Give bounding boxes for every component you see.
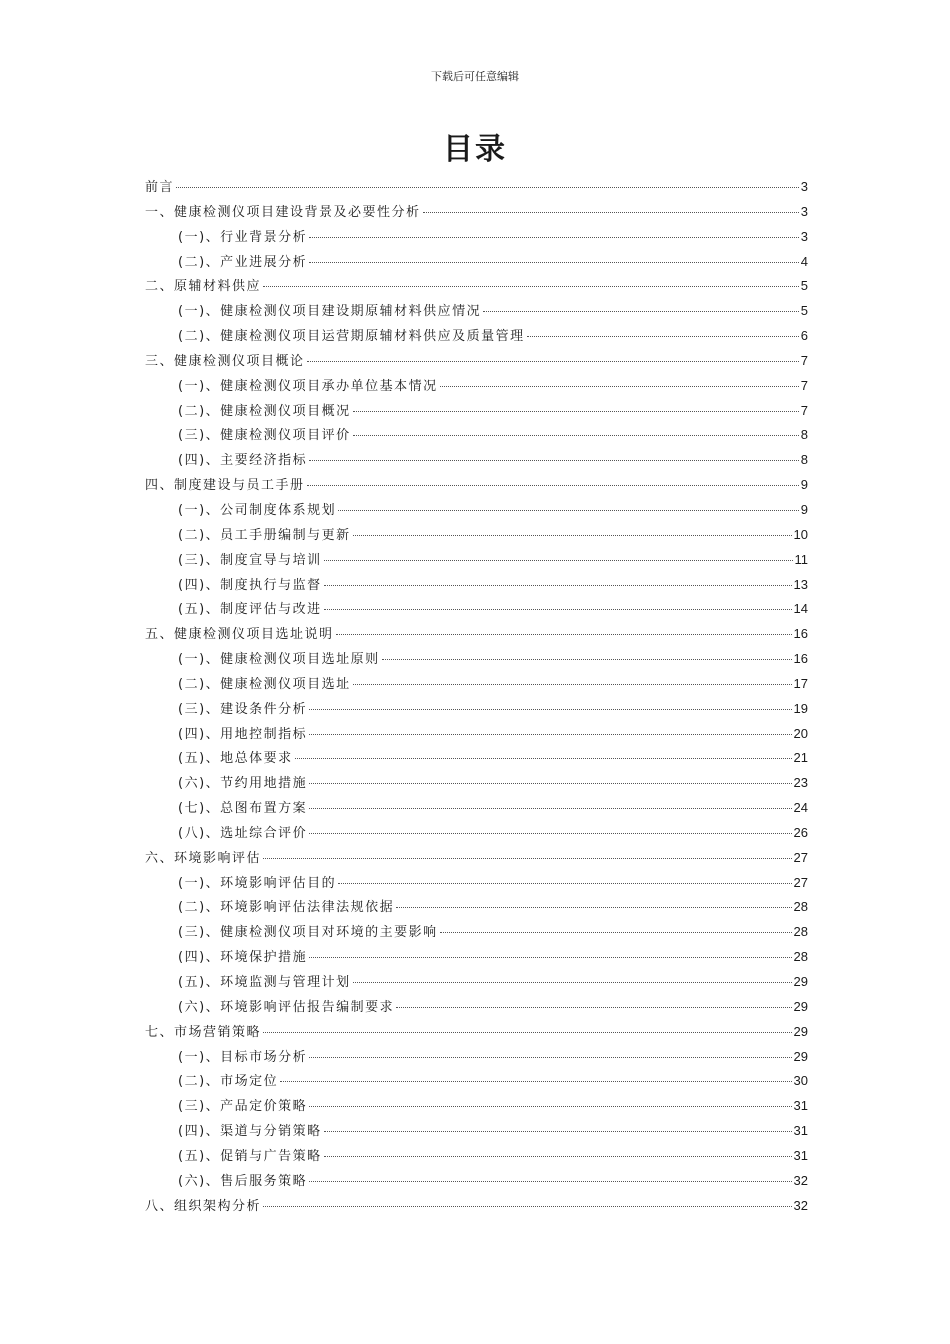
toc-dot-leader (309, 808, 791, 809)
toc-entry[interactable] (145, 400, 808, 425)
toc-entry-label: (一)、公司制度体系规划 (178, 502, 337, 518)
toc-entry[interactable] (145, 325, 808, 350)
toc-dot-leader (309, 1181, 791, 1182)
toc-entry[interactable] (145, 300, 808, 325)
toc-dot-leader (280, 1081, 791, 1082)
toc-entry[interactable] (145, 424, 808, 449)
toc-entry-label: (三)、健康检测仪项目评价 (178, 428, 351, 444)
toc-entry-page-number: 23 (793, 775, 808, 791)
toc-dot-leader (324, 560, 793, 561)
toc-entry-page-number: 29 (793, 974, 808, 989)
toc-entry[interactable] (145, 946, 808, 971)
toc-dot-leader (324, 1131, 792, 1132)
toc-entry-label: (六)、节约用地措施 (178, 776, 308, 792)
toc-dot-leader (263, 286, 799, 287)
toc-entry[interactable] (145, 524, 808, 549)
toc-dot-leader (309, 957, 791, 958)
toc-entry-page-number: 27 (793, 849, 808, 865)
toc-entry-page-number: 4 (800, 253, 808, 269)
toc-entry-label: (四)、主要经济指标 (178, 453, 308, 469)
toc-dot-leader (307, 361, 799, 362)
toc-entry-label: (一)、行业背景分析 (178, 229, 308, 245)
toc-entry[interactable] (145, 847, 808, 872)
toc-dot-leader (396, 907, 791, 908)
toc-dot-leader (324, 1156, 792, 1157)
toc-entry-page-number: 16 (793, 651, 808, 667)
toc-entry-label: 二、原辅材料供应 (145, 279, 262, 295)
toc-title: 目录 (443, 132, 507, 167)
toc-entry-label: (三)、产品定价策略 (178, 1099, 308, 1115)
toc-entry[interactable] (145, 1120, 808, 1145)
toc-entry-label: (八)、选址综合评价 (178, 825, 308, 841)
toc-entry-page-number: 29 (793, 1048, 808, 1064)
toc-entry-page-number: 29 (793, 1023, 808, 1039)
toc-entry-page-number: 31 (793, 1147, 808, 1163)
toc-dot-leader (324, 609, 792, 610)
toc-entry-label: (二)、健康检测仪项目概况 (178, 403, 351, 419)
toc-entry[interactable] (145, 574, 808, 599)
toc-entry[interactable] (145, 648, 808, 673)
toc-entry-label: (二)、健康检测仪项目运营期原辅材料供应及质量管理 (178, 329, 525, 345)
toc-entry-page-number: 17 (793, 675, 808, 691)
toc-entry-page-number: 31 (793, 1098, 808, 1114)
toc-entry-label: (五)、环境监测与管理计划 (178, 975, 351, 990)
toc-entry-label: 八、组织架构分析 (145, 1198, 262, 1214)
toc-entry[interactable] (145, 896, 808, 921)
toc-dot-leader (263, 858, 792, 859)
toc-dot-leader (440, 932, 792, 933)
toc-dot-leader (353, 982, 792, 983)
toc-entry[interactable] (145, 772, 808, 797)
toc-dot-leader (353, 684, 792, 685)
toc-entry[interactable] (145, 176, 808, 201)
toc-entry-label: 六、环境影响评估 (145, 850, 262, 866)
toc-entry-label: (五)、促销与广告策略 (178, 1148, 322, 1164)
toc-dot-leader (309, 734, 791, 735)
toc-dot-leader (309, 237, 799, 238)
toc-dot-leader (353, 535, 792, 536)
toc-entry-label: 一、健康检测仪项目建设背景及必要性分析 (145, 204, 421, 220)
toc-entry[interactable] (145, 1070, 808, 1095)
toc-entry[interactable] (145, 350, 808, 375)
toc-entry[interactable] (145, 598, 808, 623)
toc-dot-leader (353, 411, 799, 412)
toc-entry-label: (一)、健康检测仪项目选址原则 (178, 652, 380, 668)
toc-entry-page-number: 7 (800, 402, 808, 418)
toc-entry-page-number: 9 (800, 501, 808, 517)
toc-entry[interactable] (145, 226, 808, 251)
toc-entry-page-number: 32 (793, 1172, 808, 1188)
toc-entry-page-number: 7 (800, 352, 808, 368)
page-header: 下载后可任意编辑 (431, 70, 519, 83)
toc-dot-leader (483, 311, 799, 312)
toc-dot-leader (263, 1032, 792, 1033)
toc-entry-page-number: 20 (793, 725, 808, 741)
toc-entry[interactable] (145, 549, 808, 574)
toc-entry-label: (二)、健康检测仪项目选址 (178, 676, 351, 692)
toc-dot-leader (440, 386, 799, 387)
toc-entry-page-number: 3 (800, 203, 808, 219)
toc-dot-leader (309, 262, 799, 263)
toc-entry-label: (二)、产业进展分析 (178, 254, 308, 270)
toc-entry-label: (一)、健康检测仪项目承办单位基本情况 (178, 378, 438, 394)
toc-entry-page-number: 31 (793, 1123, 808, 1139)
toc-dot-leader (309, 709, 791, 710)
toc-entry-label: (七)、总图布置方案 (178, 801, 308, 817)
toc-entry-page-number: 5 (800, 278, 808, 294)
toc-entry-page-number: 9 (800, 477, 808, 493)
toc-entry-page-number: 8 (800, 452, 808, 468)
toc-entry[interactable] (145, 449, 808, 474)
toc-entry-page-number: 14 (793, 601, 808, 617)
toc-entry-page-number: 19 (793, 700, 808, 716)
toc-dot-leader (309, 833, 791, 834)
toc-entry-page-number: 7 (800, 377, 808, 393)
toc-entry-label: 三、健康检测仪项目概论 (145, 353, 305, 369)
toc-entry-label: 四、制度建设与员工手册 (145, 478, 305, 494)
toc-dot-leader (353, 435, 799, 436)
toc-entry-label: (二)、市场定位 (178, 1074, 279, 1090)
toc-entry-label: (四)、环境保护措施 (178, 950, 308, 966)
toc-entry-label: (三)、制度宣导与培训 (178, 552, 322, 568)
toc-entry-label: (四)、用地控制指标 (178, 726, 308, 742)
toc-entry-page-number: 16 (793, 626, 808, 642)
toc-entry[interactable] (145, 1021, 808, 1046)
toc-entry-label: 五、健康检测仪项目选址说明 (145, 627, 334, 643)
toc-entry[interactable] (145, 251, 808, 276)
toc-entry[interactable] (145, 499, 808, 524)
toc-dot-leader (423, 212, 799, 213)
toc-entry-label: (五)、地总体要求 (178, 751, 293, 767)
toc-entry[interactable] (145, 723, 808, 748)
toc-dot-leader (338, 510, 799, 511)
toc-entry[interactable] (145, 1095, 808, 1120)
toc-dot-leader (309, 1057, 791, 1058)
toc-entry[interactable] (145, 201, 808, 226)
toc-entry[interactable] (145, 797, 808, 822)
toc-entry[interactable] (145, 375, 808, 400)
toc-entry-label: 前言 (145, 180, 175, 195)
toc-entry-page-number: 24 (793, 800, 808, 816)
toc-entry-page-number: 13 (793, 576, 808, 592)
toc-entry-page-number: 11 (794, 551, 808, 567)
toc-entry-label: (五)、制度评估与改进 (178, 602, 322, 618)
toc-entry-page-number: 30 (793, 1073, 808, 1089)
toc-entry-label: (六)、售后服务策略 (178, 1173, 308, 1189)
toc-entry-page-number: 32 (793, 1197, 808, 1213)
toc-entry[interactable] (145, 921, 808, 946)
toc-entry-label: (一)、目标市场分析 (178, 1049, 308, 1065)
table-of-contents (145, 176, 808, 1219)
toc-entry[interactable] (145, 275, 808, 300)
toc-dot-leader (396, 1007, 791, 1008)
toc-entry[interactable] (145, 822, 808, 847)
toc-entry[interactable] (145, 996, 808, 1021)
toc-dot-leader (309, 460, 799, 461)
toc-entry-page-number: 21 (793, 750, 808, 766)
toc-entry[interactable] (145, 474, 808, 499)
toc-entry-label: (三)、健康检测仪项目对环境的主要影响 (178, 925, 438, 941)
toc-entry-label: (四)、渠道与分销策略 (178, 1124, 322, 1140)
toc-entry-page-number: 28 (793, 949, 808, 965)
toc-dot-leader (307, 485, 799, 486)
toc-entry-page-number: 6 (800, 328, 808, 344)
toc-entry[interactable] (145, 673, 808, 698)
toc-entry[interactable] (145, 971, 808, 996)
toc-entry-page-number: 3 (800, 179, 808, 194)
toc-entry[interactable] (145, 1046, 808, 1071)
toc-entry-page-number: 10 (793, 526, 808, 542)
toc-entry-label: (六)、环境影响评估报告编制要求 (178, 999, 395, 1015)
toc-entry[interactable] (145, 698, 808, 723)
toc-entry-page-number: 28 (793, 924, 808, 940)
toc-entry-page-number: 3 (800, 228, 808, 244)
toc-entry-label: (一)、健康检测仪项目建设期原辅材料供应情况 (178, 304, 482, 320)
toc-entry[interactable] (145, 1170, 808, 1195)
toc-dot-leader (336, 634, 792, 635)
toc-dot-leader (176, 187, 799, 188)
toc-dot-leader (382, 659, 792, 660)
toc-entry-page-number: 26 (793, 824, 808, 840)
toc-dot-leader (309, 783, 791, 784)
toc-entry-page-number: 28 (793, 899, 808, 915)
toc-dot-leader (295, 758, 792, 759)
toc-entry-label: (四)、制度执行与监督 (178, 577, 322, 593)
toc-dot-leader (338, 883, 791, 884)
toc-entry[interactable] (145, 872, 808, 897)
toc-dot-leader (309, 1106, 791, 1107)
toc-entry-page-number: 27 (793, 874, 808, 890)
toc-entry-page-number: 29 (793, 998, 808, 1014)
toc-entry-label: (一)、环境影响评估目的 (178, 875, 337, 891)
toc-entry-label: (三)、建设条件分析 (178, 701, 308, 717)
toc-dot-leader (527, 336, 799, 337)
toc-entry[interactable] (145, 623, 808, 648)
toc-entry[interactable] (145, 1145, 808, 1170)
toc-entry[interactable] (145, 747, 808, 772)
toc-entry[interactable] (145, 1195, 808, 1220)
toc-entry-label: 七、市场营销策略 (145, 1024, 262, 1040)
toc-entry-page-number: 8 (800, 427, 808, 443)
toc-dot-leader (263, 1206, 792, 1207)
toc-entry-label: (二)、环境影响评估法律法规依据 (178, 900, 395, 916)
toc-entry-label: (二)、员工手册编制与更新 (178, 527, 351, 543)
toc-entry-page-number: 5 (800, 303, 808, 319)
toc-dot-leader (324, 585, 792, 586)
